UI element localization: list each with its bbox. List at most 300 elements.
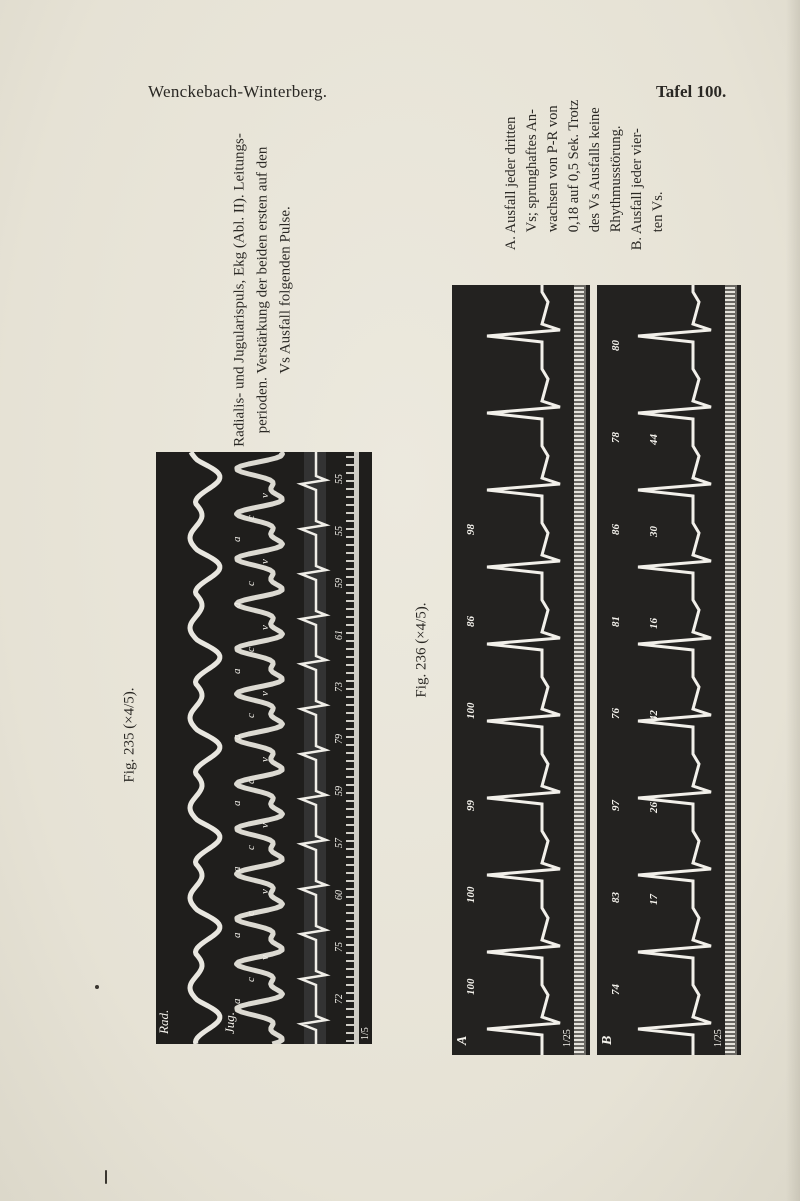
time-tick [574, 499, 584, 501]
time-tick [725, 459, 735, 461]
fig236-caption [501, 100, 669, 251]
time-tick [725, 631, 735, 633]
time-tick [346, 960, 354, 962]
time-tick [574, 583, 584, 585]
time-tick [574, 979, 584, 981]
time-tick [574, 587, 584, 589]
time-tick [725, 991, 735, 993]
time-tick [574, 439, 584, 441]
time-tick [574, 479, 584, 481]
time-tick [574, 951, 584, 953]
time-tick [574, 659, 584, 661]
interval-label: 72 [334, 994, 345, 1004]
time-tick [574, 391, 584, 393]
time-tick [725, 819, 735, 821]
time-tick [574, 655, 584, 657]
time-tick [725, 975, 735, 977]
time-tick [574, 911, 584, 913]
interval-label: 55 [334, 526, 345, 536]
time-tick [574, 955, 584, 957]
fig235-tracing [156, 452, 372, 1044]
time-tick [725, 1039, 735, 1041]
time-tick [725, 451, 735, 453]
time-tick [725, 707, 735, 709]
time-tick [725, 527, 735, 529]
time-tick [725, 635, 735, 637]
time-tick [725, 571, 735, 573]
time-tick [574, 1031, 584, 1033]
jugular-wave-letter: v [259, 889, 271, 894]
time-tick [346, 744, 354, 746]
time-tick [725, 467, 735, 469]
time-tick [725, 971, 735, 973]
time-tick [574, 327, 584, 329]
time-tick [725, 403, 735, 405]
time-tick [725, 987, 735, 989]
time-tick [346, 456, 354, 458]
time-tick [346, 1008, 354, 1010]
jugular-wave-letter: v [259, 823, 271, 828]
interval-label: 55 [334, 474, 345, 484]
time-tick [346, 768, 354, 770]
time-tick [725, 883, 735, 885]
interval-label: 26 [648, 802, 660, 813]
time-tick [725, 863, 735, 865]
time-tick [725, 1047, 735, 1049]
strip-a-letter: A [455, 1035, 470, 1045]
time-tick [725, 495, 735, 497]
time-tick [725, 415, 735, 417]
time-tick [574, 735, 584, 737]
time-tick [574, 535, 584, 537]
jugular-wave-letter: c [245, 581, 257, 586]
interval-label: 100 [465, 886, 477, 903]
interval-label: 86 [610, 524, 622, 535]
strip-b-letter: B [600, 1035, 615, 1045]
time-tick [725, 995, 735, 997]
time-tick [346, 536, 354, 538]
time-tick [574, 387, 584, 389]
time-tick [574, 847, 584, 849]
interval-label: 79 [334, 734, 345, 744]
jugular-wave-letter: v [259, 757, 271, 762]
time-tick [346, 704, 354, 706]
time-tick [346, 464, 354, 466]
time-tick [725, 895, 735, 897]
time-tick [346, 944, 354, 946]
time-tick [574, 527, 584, 529]
time-tick [725, 619, 735, 621]
time-tick [574, 739, 584, 741]
time-tick [725, 379, 735, 381]
time-tick [574, 987, 584, 989]
time-tick [725, 479, 735, 481]
time-tick [725, 463, 735, 465]
time-tick [574, 631, 584, 633]
time-tick [574, 811, 584, 813]
time-tick [574, 563, 584, 565]
time-tick [725, 507, 735, 509]
time-tick [346, 656, 354, 658]
time-tick [725, 827, 735, 829]
time-tick [725, 407, 735, 409]
time-tick [725, 643, 735, 645]
time-tick [574, 895, 584, 897]
time-tick [574, 843, 584, 845]
time-tick [574, 991, 584, 993]
jugular-wave-letter: a [231, 866, 243, 872]
time-tick [574, 319, 584, 321]
time-tick [725, 371, 735, 373]
time-tick [574, 755, 584, 757]
time-tick [725, 383, 735, 385]
interval-label: 97 [610, 800, 622, 811]
time-tick [574, 975, 584, 977]
time-tick [346, 968, 354, 970]
time-tick [725, 759, 735, 761]
interval-label: 42 [648, 710, 660, 721]
time-tick [574, 371, 584, 373]
time-tick [725, 303, 735, 305]
time-tick [574, 403, 584, 405]
jugular-wave-letter: c [245, 713, 257, 718]
time-tick [725, 839, 735, 841]
time-tick [346, 928, 354, 930]
time-tick [574, 291, 584, 293]
time-tick [574, 471, 584, 473]
time-tick [725, 835, 735, 837]
time-tick [346, 520, 354, 522]
time-tick [574, 983, 584, 985]
fig235-caption-line-2: perioden. Verstärkung der beiden ersten auf den [254, 146, 271, 434]
time-tick [725, 843, 735, 845]
time-tick [574, 1047, 584, 1049]
time-tick [574, 491, 584, 493]
time-tick [346, 688, 354, 690]
time-tick [725, 455, 735, 457]
time-tick [574, 827, 584, 829]
time-tick [574, 935, 584, 937]
time-tick [574, 359, 584, 361]
time-tick [725, 903, 735, 905]
time-tick [574, 815, 584, 817]
time-tick [346, 576, 354, 578]
time-tick [725, 435, 735, 437]
time-tick [725, 803, 735, 805]
time-tick [574, 399, 584, 401]
time-tick [574, 463, 584, 465]
time-tick [725, 519, 735, 521]
time-tick [725, 499, 735, 501]
time-tick [574, 395, 584, 397]
time-tick [574, 719, 584, 721]
time-tick [725, 943, 735, 945]
fig236-caption-line-8: ten Vs. [650, 191, 666, 233]
time-tick [574, 731, 584, 733]
time-tick [725, 775, 735, 777]
fig236-caption-line-4: 0,18 auf 0,5 Sek. Trotz [566, 99, 582, 233]
time-tick [346, 1024, 354, 1026]
fig236-label: Fig. 236 (×4/5). [413, 602, 430, 698]
time-tick [725, 739, 735, 741]
jugular-wave-letter: c [245, 779, 257, 784]
time-tick [346, 752, 354, 754]
time-tick [725, 983, 735, 985]
time-tick [574, 751, 584, 753]
time-tick [725, 667, 735, 669]
time-tick [725, 655, 735, 657]
fig236-caption-line-3: wachsen von P-R von [545, 105, 561, 233]
time-tick [574, 335, 584, 337]
fig236-caption-line-1: A. Ausfall jeder dritten [503, 116, 519, 251]
time-tick [346, 776, 354, 778]
time-tick [574, 771, 584, 773]
fig236-strip-b [597, 285, 741, 1055]
time-tick [346, 512, 354, 514]
time-tick [725, 607, 735, 609]
fig235-caption [229, 133, 298, 447]
time-tick [725, 939, 735, 941]
jugular-wave-letter: v [259, 625, 271, 630]
interval-label: 83 [610, 892, 622, 903]
interval-label: 76 [610, 708, 622, 719]
time-tick [346, 664, 354, 666]
time-tick [574, 375, 584, 377]
time-tick [346, 496, 354, 498]
time-tick [346, 792, 354, 794]
time-tick [725, 487, 735, 489]
time-tick [574, 647, 584, 649]
time-tick [346, 896, 354, 898]
time-tick [725, 1019, 735, 1021]
time-tick [346, 904, 354, 906]
interval-label: 81 [610, 616, 622, 627]
time-tick [574, 871, 584, 873]
time-tick [725, 911, 735, 913]
time-tick [725, 475, 735, 477]
time-tick [725, 547, 735, 549]
time-tick [725, 1031, 735, 1033]
time-tick [574, 759, 584, 761]
time-tick [574, 1003, 584, 1005]
time-tick [574, 699, 584, 701]
time-tick [725, 287, 735, 289]
time-tick [574, 303, 584, 305]
time-tick [574, 703, 584, 705]
jugular-wave-letter: a [231, 668, 243, 674]
time-tick [346, 832, 354, 834]
time-tick [574, 627, 584, 629]
time-tick [346, 784, 354, 786]
time-tick [346, 992, 354, 994]
time-tick [725, 319, 735, 321]
time-tick [574, 995, 584, 997]
time-tick [346, 728, 354, 730]
time-tick [574, 783, 584, 785]
time-tick [725, 511, 735, 513]
time-tick [725, 311, 735, 313]
time-tick [725, 751, 735, 753]
jug-label: Jug. [222, 1011, 237, 1034]
time-tick [725, 723, 735, 725]
time-tick [574, 595, 584, 597]
time-tick [346, 584, 354, 586]
time-tick [574, 383, 584, 385]
time-tick [725, 811, 735, 813]
time-tick [574, 639, 584, 641]
time-tick [574, 1035, 584, 1037]
time-tick [346, 1040, 354, 1042]
time-tick [725, 431, 735, 433]
time-tick [574, 867, 584, 869]
time-tick [574, 743, 584, 745]
time-tick [574, 599, 584, 601]
time-tick [574, 943, 584, 945]
time-tick [574, 835, 584, 837]
interval-label: 99 [465, 800, 477, 811]
time-tick [725, 859, 735, 861]
print-speck [105, 1170, 107, 1184]
time-tick [725, 1051, 735, 1053]
time-tick [725, 327, 735, 329]
time-tick [725, 727, 735, 729]
time-marker-line [354, 452, 359, 1044]
jugular-wave-letter: a [231, 734, 243, 740]
time-tick [574, 543, 584, 545]
time-tick [725, 543, 735, 545]
interval-label: 86 [465, 616, 477, 627]
time-tick [574, 859, 584, 861]
time-tick [346, 920, 354, 922]
time-tick [574, 671, 584, 673]
time-tick [725, 647, 735, 649]
time-tick [346, 632, 354, 634]
time-tick [346, 600, 354, 602]
time-tick [574, 807, 584, 809]
running-head-authors: Wenckebach-Winterberg. [148, 82, 328, 101]
time-tick [574, 747, 584, 749]
time-tick [725, 471, 735, 473]
time-tick [346, 480, 354, 482]
time-tick [725, 755, 735, 757]
time-tick [346, 1032, 354, 1034]
interval-label: 78 [610, 432, 622, 443]
time-tick [725, 967, 735, 969]
time-tick [574, 855, 584, 857]
time-tick [725, 579, 735, 581]
jugular-wave-letter: a [231, 998, 243, 1004]
time-tick [346, 552, 354, 554]
time-tick [725, 815, 735, 817]
time-tick [574, 475, 584, 477]
time-tick [574, 927, 584, 929]
jugular-wave-letter: v [259, 559, 271, 564]
time-tick [346, 696, 354, 698]
time-tick [725, 411, 735, 413]
time-tick [574, 1015, 584, 1017]
jugular-wave-letter: c [245, 515, 257, 520]
time-tick [574, 579, 584, 581]
time-tick [574, 919, 584, 921]
time-tick [725, 795, 735, 797]
time-tick [725, 595, 735, 597]
time-tick [725, 951, 735, 953]
interval-label: 100 [465, 978, 477, 995]
plate-number: Tafel 100. [656, 82, 727, 101]
time-tick [574, 623, 584, 625]
time-tick [346, 560, 354, 562]
time-tick [725, 679, 735, 681]
time-tick [574, 1043, 584, 1045]
time-tick [346, 624, 354, 626]
time-tick [725, 695, 735, 697]
time-tick [725, 375, 735, 377]
time-tick [725, 887, 735, 889]
time-tick [574, 615, 584, 617]
time-tick [346, 816, 354, 818]
jugular-wave-letter: c [245, 647, 257, 652]
time-tick [725, 879, 735, 881]
time-tick [725, 947, 735, 949]
time-tick [346, 720, 354, 722]
time-tick [574, 547, 584, 549]
time-tick [574, 571, 584, 573]
time-tick [574, 831, 584, 833]
time-tick [725, 627, 735, 629]
time-tick [725, 851, 735, 853]
time-tick [574, 551, 584, 553]
time-tick [725, 935, 735, 937]
interval-label: 60 [334, 890, 345, 900]
time-tick [725, 907, 735, 909]
time-tick [574, 819, 584, 821]
time-tick [725, 395, 735, 397]
time-tick [574, 851, 584, 853]
time-tick [574, 519, 584, 521]
time-tick [574, 907, 584, 909]
interval-label: 100 [465, 702, 477, 719]
time-tick [574, 323, 584, 325]
time-tick [725, 651, 735, 653]
jugular-wave-letter: a [231, 536, 243, 542]
time-tick [346, 848, 354, 850]
time-tick [725, 639, 735, 641]
time-tick [725, 559, 735, 561]
time-tick [346, 592, 354, 594]
time-tick [574, 603, 584, 605]
time-tick [725, 603, 735, 605]
time-tick [725, 523, 735, 525]
interval-label: 16 [648, 618, 660, 629]
time-tick [725, 823, 735, 825]
time-tick [725, 847, 735, 849]
time-tick [725, 963, 735, 965]
time-tick [574, 451, 584, 453]
print-speck [95, 985, 99, 989]
time-tick [574, 487, 584, 489]
time-tick [725, 491, 735, 493]
time-tick [574, 443, 584, 445]
time-tick [725, 343, 735, 345]
time-tick [346, 856, 354, 858]
time-tick [725, 583, 735, 585]
time-tick [574, 483, 584, 485]
time-tick [725, 1023, 735, 1025]
time-tick [725, 763, 735, 765]
rad-label: Rad. [156, 1009, 171, 1034]
time-tick [574, 367, 584, 369]
time-tick [346, 952, 354, 954]
